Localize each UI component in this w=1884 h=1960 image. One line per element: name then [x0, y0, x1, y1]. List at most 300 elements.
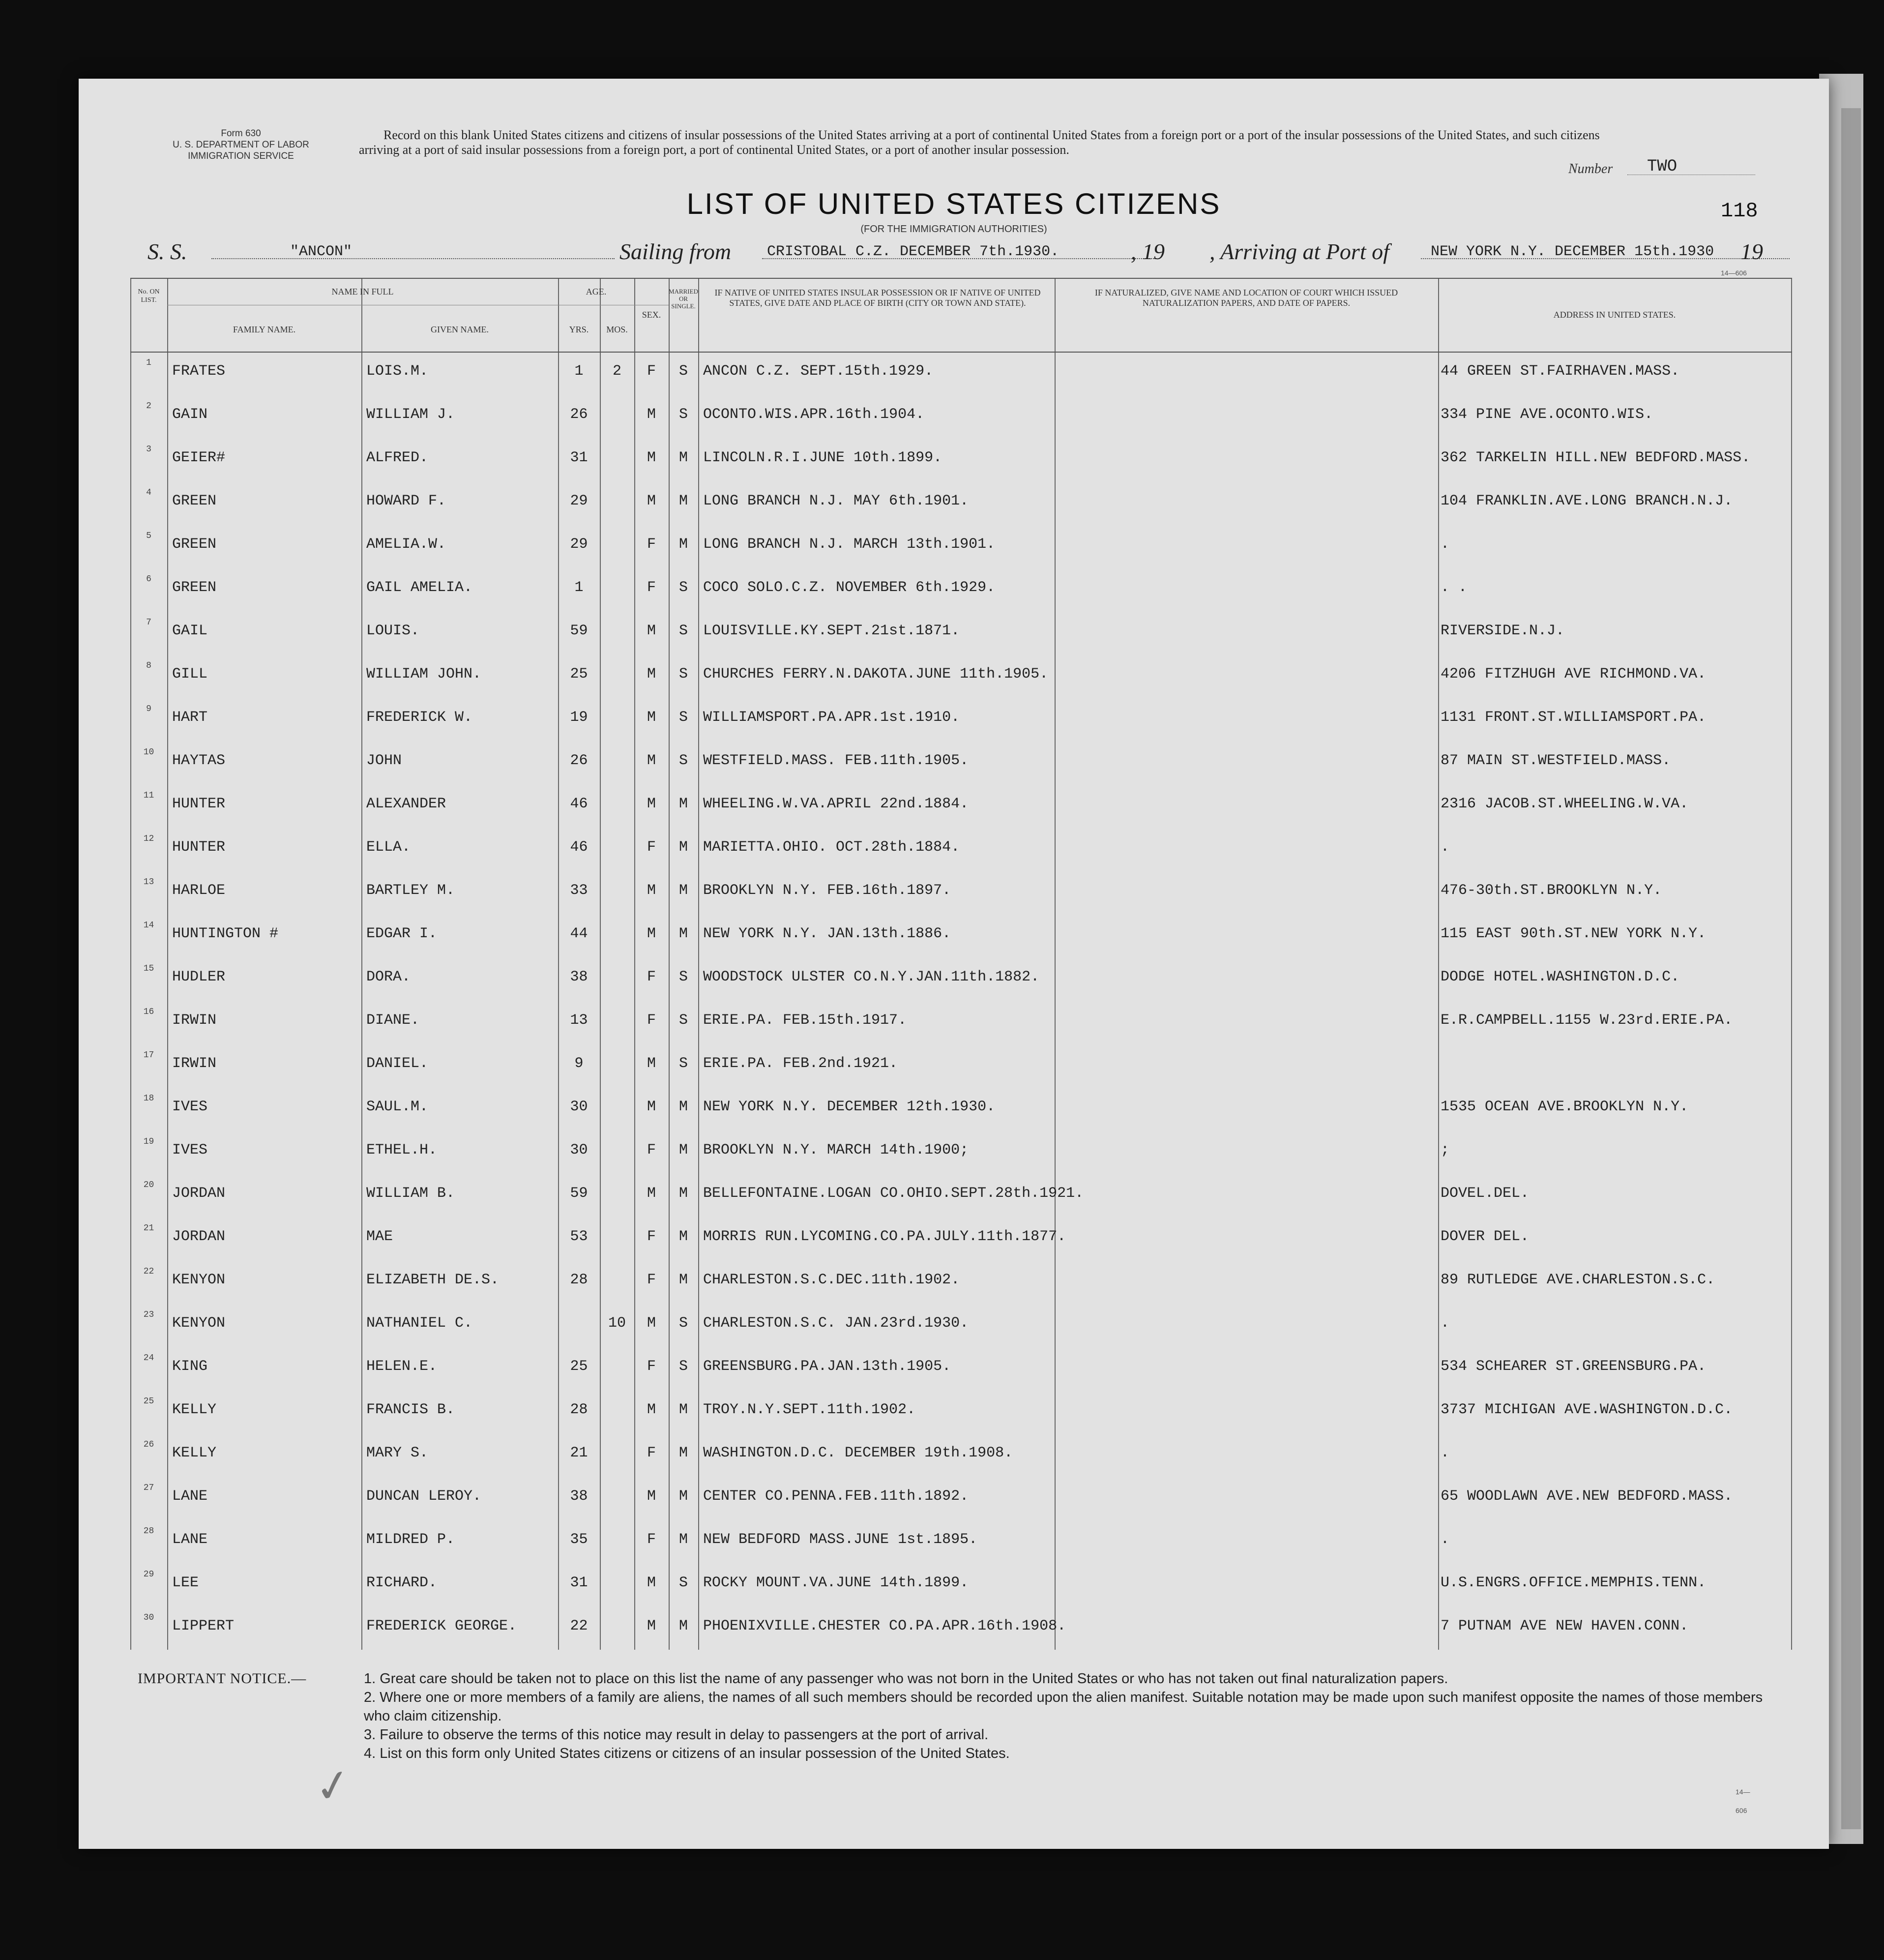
birth-place-date: ROCKY MOUNT.VA.JUNE 14th.1899. [703, 1574, 969, 1591]
marital-status: S [678, 1315, 688, 1332]
table-row [130, 527, 1792, 565]
birth-place-date: BROOKLYN N.Y. FEB.16th.1897. [703, 882, 951, 899]
given-name: MAE [366, 1228, 393, 1245]
family-name: FRATES [172, 363, 226, 380]
family-name: KELLY [172, 1445, 217, 1461]
check-mark-icon: ✓ [311, 1759, 356, 1814]
birth-place-date: WASHINGTON.D.C. DECEMBER 19th.1908. [703, 1445, 1013, 1461]
table-row [130, 397, 1792, 436]
table-row [130, 441, 1792, 479]
page-edge-shadow [1841, 108, 1861, 1829]
row-number: 16 [143, 1007, 154, 1017]
marital-status: M [678, 1401, 688, 1418]
age-years: 22 [570, 1618, 588, 1634]
marital-status: S [678, 1574, 688, 1591]
passenger-table [130, 278, 1792, 1650]
table-row [130, 1133, 1792, 1171]
address: 476-30th.ST.BROOKLYN N.Y. [1441, 882, 1662, 899]
row-number: 15 [143, 964, 154, 974]
sex: M [647, 709, 656, 726]
birth-place-date: LINCOLN.R.I.JUNE 10th.1899. [703, 449, 942, 466]
address: 115 EAST 90th.ST.NEW YORK N.Y. [1441, 925, 1707, 942]
marital-status: M [678, 1272, 688, 1288]
family-name: HUNTINGTON # [172, 925, 279, 942]
marital-status: S [678, 1012, 688, 1029]
row-number: 1 [146, 358, 151, 368]
birth-place-date: ERIE.PA. FEB.2nd.1921. [703, 1055, 898, 1072]
ss-label: S. S. [147, 239, 187, 264]
address: . . [1441, 579, 1468, 596]
given-name: HELEN.E. [366, 1358, 438, 1375]
age-years: 38 [570, 1488, 588, 1505]
given-name: DIANE. [366, 1012, 420, 1029]
family-name: GAIN [172, 406, 208, 423]
row-number: 21 [143, 1223, 154, 1233]
family-name: JORDAN [172, 1185, 226, 1202]
sex: M [647, 1185, 656, 1202]
age-years: 28 [570, 1401, 588, 1418]
given-name: GAIL AMELIA. [366, 579, 473, 596]
family-name: GEIER# [172, 449, 226, 466]
marital-status: M [678, 1228, 688, 1245]
birth-place-date: OCONTO.WIS.APR.16th.1904. [703, 406, 925, 423]
table-border-top [130, 278, 1792, 279]
sex: F [647, 969, 656, 985]
form-number: Form 630 [221, 128, 261, 139]
given-name: MARY S. [366, 1445, 429, 1461]
birth-place-date: WHEELING.W.VA.APRIL 22nd.1884. [703, 796, 969, 812]
age-years: 29 [570, 493, 588, 509]
sex: F [647, 1228, 656, 1245]
row-number: 3 [146, 445, 151, 454]
family-name: HAYTAS [172, 752, 226, 769]
given-name: RICHARD. [366, 1574, 438, 1591]
address: 4206 FITZHUGH AVE RICHMOND.VA. [1441, 666, 1707, 683]
birth-place-date: LONG BRANCH N.J. MAY 6th.1901. [703, 493, 969, 509]
birth-place-date: LOUISVILLE.KY.SEPT.21st.1871. [703, 623, 960, 639]
age-years: 53 [570, 1228, 588, 1245]
row-number: 12 [143, 834, 154, 844]
address: 44 GREEN ST.FAIRHAVEN.MASS. [1441, 363, 1680, 380]
sex: F [647, 363, 656, 380]
number-label: Number [1568, 161, 1613, 177]
age-years: 28 [570, 1272, 588, 1288]
row-number: 25 [143, 1396, 154, 1406]
given-name: ELLA. [366, 839, 411, 856]
table-row [130, 960, 1792, 998]
family-name: HUNTER [172, 796, 226, 812]
birth-place-date: GREENSBURG.PA.JAN.13th.1905. [703, 1358, 951, 1375]
row-number: 22 [143, 1267, 154, 1277]
table-row [130, 1522, 1792, 1561]
address: 65 WOODLAWN AVE.NEW BEDFORD.MASS. [1441, 1488, 1733, 1505]
marital-status: M [678, 449, 688, 466]
table-row [130, 1566, 1792, 1604]
row-number: 28 [143, 1526, 154, 1536]
col-name-in-full: NAME IN FULL [331, 287, 394, 297]
sailing-label: Sailing from [619, 239, 732, 264]
given-name: DORA. [366, 969, 411, 985]
family-name: GREEN [172, 579, 217, 596]
intro-text: Record on this blank United States citizens and citizens of insular possessions of the United States arriving at a port of continental United States from a foreign port or a port of the insular possessions of the United States, and such citizens arriving at a port of said insular possessions from a foreign port, a port of continental United States, or a port of another insular possession. [359, 128, 1600, 157]
family-name: GAIL [172, 623, 208, 639]
marital-status: M [678, 796, 688, 812]
sex: M [647, 406, 656, 423]
notice-items [364, 1669, 1765, 1763]
table-row [130, 1306, 1792, 1344]
family-name: KING [172, 1358, 208, 1375]
col-birth: IF NATIVE OF UNITED STATES INSULAR POSSESSION OR IF NATIVE OF UNITED STATES, GIVE DATE AND PLACE OF BIRTH (CITY OR TOWN AND STATE). [714, 288, 1041, 308]
age-years: 26 [570, 406, 588, 423]
address: DODGE HOTEL.WASHINGTON.D.C. [1441, 969, 1680, 985]
family-name: HART [172, 709, 208, 726]
marital-status: M [678, 1488, 688, 1505]
birth-place-date: COCO SOLO.C.Z. NOVEMBER 6th.1929. [703, 579, 996, 596]
arriving-label: , Arriving at Port of [1209, 239, 1389, 264]
col-no: No. ON LIST. [138, 288, 160, 304]
age-months: 10 [608, 1315, 626, 1332]
address: 362 TARKELIN HILL.NEW BEDFORD.MASS. [1441, 449, 1751, 466]
row-number: 27 [143, 1483, 154, 1493]
birth-place-date: BROOKLYN N.Y. MARCH 14th.1900; [703, 1142, 969, 1158]
given-name: ELIZABETH DE.S. [366, 1272, 500, 1288]
sex: M [647, 493, 656, 509]
address: . [1441, 839, 1450, 856]
marital-status: M [678, 536, 688, 553]
age-years: 30 [570, 1142, 588, 1158]
address: U.S.ENGRS.OFFICE.MEMPHIS.TENN. [1441, 1574, 1707, 1591]
birth-place-date: WOODSTOCK ULSTER CO.N.Y.JAN.11th.1882. [703, 969, 1040, 985]
address: . [1441, 1531, 1450, 1548]
year-suffix: 19 [1740, 239, 1763, 264]
table-row [130, 1393, 1792, 1431]
marital-status: M [678, 925, 688, 942]
table-row [130, 1219, 1792, 1258]
table-row [130, 1003, 1792, 1041]
sex: M [647, 1574, 656, 1591]
table-row [130, 570, 1792, 609]
address: 1535 OCEAN AVE.BROOKLYN N.Y. [1441, 1099, 1689, 1115]
table-row [130, 700, 1792, 739]
given-name: HOWARD F. [366, 493, 446, 509]
sex: M [647, 1488, 656, 1505]
birth-place-date: CENTER CO.PENNA.FEB.11th.1892. [703, 1488, 969, 1505]
given-name: WILLIAM J. [366, 406, 455, 423]
sex: M [647, 752, 656, 769]
family-name: HARLOE [172, 882, 226, 899]
age-months: 2 [612, 363, 621, 380]
birth-place-date: CHURCHES FERRY.N.DAKOTA.JUNE 11th.1905. [703, 666, 1049, 683]
age-years: 31 [570, 1574, 588, 1591]
notice-item-2: 2. Where one or more members of a family are aliens, the names of all such members should be recorded upon the alien manifest. Suitable notation may be made upon such manifest opposite the names of those members who claim citizenship. [364, 1690, 1763, 1724]
col-married-single: MARRIED OR SINGLE. [669, 288, 698, 310]
address: E.R.CAMPBELL.1155 W.23rd.ERIE.PA. [1441, 1012, 1733, 1029]
row-number: 4 [146, 488, 151, 498]
family-name: LEE [172, 1574, 199, 1591]
notice-item-4: 4. List on this form only United States citizens or citizens of an insular possession of the United States. [364, 1746, 1010, 1761]
table-row [130, 1090, 1792, 1128]
table-row [130, 787, 1792, 825]
family-name: GREEN [172, 493, 217, 509]
given-name: DANIEL. [366, 1055, 429, 1072]
given-name: MILDRED P. [366, 1531, 455, 1548]
family-name: LANE [172, 1531, 208, 1548]
birth-place-date: NEW YORK N.Y. JAN.13th.1886. [703, 925, 951, 942]
row-number: 6 [146, 574, 151, 584]
marital-status: M [678, 1142, 688, 1158]
table-row [130, 1263, 1792, 1301]
address: 3737 MICHIGAN AVE.WASHINGTON.D.C. [1441, 1401, 1733, 1418]
row-number: 14 [143, 921, 154, 930]
address: 2316 JACOB.ST.WHEELING.W.VA. [1441, 796, 1689, 812]
given-name: FREDERICK GEORGE. [366, 1618, 517, 1634]
birth-place-date: LONG BRANCH N.J. MARCH 13th.1901. [703, 536, 996, 553]
sex: M [647, 1618, 656, 1634]
birth-place-date: MORRIS RUN.LYCOMING.CO.PA.JULY.11th.1877. [703, 1228, 1066, 1245]
birth-place-date: CHARLESTON.S.C. JAN.23rd.1930. [703, 1315, 969, 1332]
given-name: BARTLEY M. [366, 882, 455, 899]
age-years: 25 [570, 666, 588, 683]
marital-status: M [678, 839, 688, 856]
sex: M [647, 1099, 656, 1115]
address: 334 PINE AVE.OCONTO.WIS. [1441, 406, 1653, 423]
sex: M [647, 882, 656, 899]
marital-status: S [678, 709, 688, 726]
marital-status: S [678, 406, 688, 423]
age-years: 9 [574, 1055, 584, 1072]
page-number: 118 [1721, 199, 1758, 223]
family-name: IRWIN [172, 1055, 217, 1072]
voyage-line [147, 238, 1819, 277]
row-number: 17 [143, 1050, 154, 1060]
row-number: 20 [143, 1180, 154, 1190]
ship-name: "ANCON" [290, 243, 353, 260]
address: . [1441, 1315, 1450, 1332]
given-name: ETHEL.H. [366, 1142, 438, 1158]
marital-status: M [678, 1531, 688, 1548]
age-years: 25 [570, 1358, 588, 1375]
row-number: 24 [143, 1353, 154, 1363]
age-years: 13 [570, 1012, 588, 1029]
table-row [130, 1046, 1792, 1085]
col-address: ADDRESS IN UNITED STATES. [1553, 310, 1676, 320]
marital-status: S [678, 579, 688, 596]
row-number: 9 [146, 704, 151, 714]
age-years: 19 [570, 709, 588, 726]
birth-place-date: PHOENIXVILLE.CHESTER CO.PA.APR.16th.1908. [703, 1618, 1066, 1634]
age-years: 1 [574, 363, 584, 380]
given-name: DUNCAN LEROY. [366, 1488, 482, 1505]
sex: M [647, 796, 656, 812]
given-name: AMELIA.W. [366, 536, 446, 553]
table-row [130, 354, 1792, 392]
age-years: 35 [570, 1531, 588, 1548]
col-family-name: FAMILY NAME. [233, 325, 296, 334]
birth-place-date: BELLEFONTAINE.LOGAN CO.OHIO.SEPT.28th.1921. [703, 1185, 1084, 1202]
address: 87 MAIN ST.WESTFIELD.MASS. [1441, 752, 1671, 769]
given-name: NATHANIEL C. [366, 1315, 473, 1332]
family-name: GILL [172, 666, 208, 683]
marital-status: M [678, 493, 688, 509]
page-subtitle: (FOR THE IMMIGRATION AUTHORITIES) [860, 224, 1047, 235]
table-row [130, 484, 1792, 522]
birth-place-date: TROY.N.Y.SEPT.11th.1902. [703, 1401, 916, 1418]
table-row [130, 1479, 1792, 1517]
age-years: 59 [570, 623, 588, 639]
marital-status: S [678, 969, 688, 985]
given-name: JOHN [366, 752, 402, 769]
table-row [130, 614, 1792, 652]
age-years: 1 [574, 579, 584, 596]
family-name: HUNTER [172, 839, 226, 856]
number-value: TWO [1647, 157, 1678, 176]
birth-place-date: CHARLESTON.S.C.DEC.11th.1902. [703, 1272, 960, 1288]
row-number: 7 [146, 618, 151, 627]
address: RIVERSIDE.N.J. [1441, 623, 1565, 639]
given-name: LOUIS. [366, 623, 420, 639]
row-number: 30 [143, 1613, 154, 1623]
row-number: 23 [143, 1310, 154, 1320]
birth-place-date: ERIE.PA. FEB.15th.1917. [703, 1012, 907, 1029]
row-number: 19 [143, 1137, 154, 1147]
age-years: 46 [570, 839, 588, 856]
address: 7 PUTNAM AVE NEW HAVEN.CONN. [1441, 1618, 1689, 1634]
sex: M [647, 623, 656, 639]
row-number: 10 [143, 747, 154, 757]
service-name: IMMIGRATION SERVICE [188, 151, 294, 161]
birth-place-date: WESTFIELD.MASS. FEB.11th.1905. [703, 752, 969, 769]
sex: F [647, 1358, 656, 1375]
marital-status: S [678, 752, 688, 769]
sex: M [647, 925, 656, 942]
col-sex: SEX. [642, 310, 661, 320]
family-name: GREEN [172, 536, 217, 553]
family-name: JORDAN [172, 1228, 226, 1245]
given-name: FREDERICK W. [366, 709, 473, 726]
given-name: WILLIAM B. [366, 1185, 455, 1202]
table-row [130, 1609, 1792, 1647]
col-given-name: GIVEN NAME. [431, 325, 489, 334]
sex: M [647, 1401, 656, 1418]
marital-status: S [678, 363, 688, 380]
row-number: 5 [146, 531, 151, 541]
sex: F [647, 1012, 656, 1029]
notice-form-code: 14—606 [1736, 1788, 1750, 1814]
table-row [130, 830, 1792, 868]
marital-status: S [678, 666, 688, 683]
sex: F [647, 1142, 656, 1158]
birth-place-date: NEW BEDFORD MASS.JUNE 1st.1895. [703, 1531, 978, 1548]
col-yrs: YRS. [569, 325, 589, 334]
table-row [130, 657, 1792, 695]
family-name: IVES [172, 1142, 208, 1158]
address: . [1441, 536, 1450, 553]
col-age: AGE. [586, 287, 607, 297]
col-naturalized: IF NATURALIZED, GIVE NAME AND LOCATION OF COURT WHICH ISSUED NATURALIZATION PAPERS, AND DATE OF PAPERS. [1094, 288, 1398, 308]
row-number: 26 [143, 1440, 154, 1450]
family-name: IRWIN [172, 1012, 217, 1029]
age-years: 29 [570, 536, 588, 553]
table-row [130, 873, 1792, 912]
notice-item-1: 1. Great care should be taken not to place on this list the name of any passenger who was not born in the United States or who has not taken out final naturalization papers. [364, 1671, 1448, 1687]
notice-heading: IMPORTANT NOTICE.— [138, 1670, 307, 1687]
page-title: LIST OF UNITED STATES CITIZENS [686, 187, 1221, 220]
given-name: ALFRED. [366, 449, 429, 466]
family-name: IVES [172, 1099, 208, 1115]
marital-status: M [678, 1099, 688, 1115]
sailing-from: CRISTOBAL C.Z. DECEMBER 7th.1930. [767, 243, 1060, 260]
age-years: 21 [570, 1445, 588, 1461]
year-label: , 19 [1131, 239, 1165, 264]
given-name: EDGAR I. [366, 925, 438, 942]
family-name: LIPPERT [172, 1618, 235, 1634]
age-years: 33 [570, 882, 588, 899]
age-years: 31 [570, 449, 588, 466]
marital-status: M [678, 1185, 688, 1202]
marital-status: M [678, 1445, 688, 1461]
family-name: KENYON [172, 1315, 226, 1332]
birth-place-date: ANCON C.Z. SEPT.15th.1929. [703, 363, 934, 380]
address: 89 RUTLEDGE AVE.CHARLESTON.S.C. [1441, 1272, 1715, 1288]
address: 534 SCHEARER ST.GREENSBURG.PA. [1441, 1358, 1707, 1375]
age-years: 46 [570, 796, 588, 812]
marital-status: M [678, 1618, 688, 1634]
age-years: 59 [570, 1185, 588, 1202]
given-name: LOIS.M. [366, 363, 429, 380]
header-form-code: 14—606 [1721, 269, 1747, 277]
sex: F [647, 1272, 656, 1288]
row-number: 11 [143, 791, 154, 801]
row-number: 18 [143, 1094, 154, 1103]
family-name: HUDLER [172, 969, 226, 985]
manifest-sheet [79, 79, 1829, 1849]
age-years: 38 [570, 969, 588, 985]
notice-item-3: 3. Failure to observe the terms of this notice may result in delay to passengers at the port of arrival. [364, 1727, 989, 1743]
family-name: KENYON [172, 1272, 226, 1288]
table-row [130, 743, 1792, 782]
sex: F [647, 536, 656, 553]
sex: F [647, 1531, 656, 1548]
address: DOVER DEL. [1441, 1228, 1530, 1245]
sex: F [647, 579, 656, 596]
table-row [130, 1176, 1792, 1215]
form-id [138, 128, 344, 162]
address: DOVEL.DEL. [1441, 1185, 1530, 1202]
department-name: U. S. DEPARTMENT OF LABOR [173, 140, 309, 150]
age-years: 30 [570, 1099, 588, 1115]
birth-place-date: NEW YORK N.Y. DECEMBER 12th.1930. [703, 1099, 996, 1115]
row-number: 8 [146, 661, 151, 671]
sex: F [647, 839, 656, 856]
row-number: 2 [146, 401, 151, 411]
age-years: 44 [570, 925, 588, 942]
marital-status: S [678, 1055, 688, 1072]
header-bottom-line [130, 352, 1792, 353]
address: 1131 FRONT.ST.WILLIAMSPORT.PA. [1441, 709, 1707, 726]
age-years: 26 [570, 752, 588, 769]
row-number: 29 [143, 1570, 154, 1579]
col-mos: MOS. [606, 325, 628, 334]
marital-status: S [678, 623, 688, 639]
address: ; [1441, 1142, 1450, 1158]
birth-place-date: MARIETTA.OHIO. OCT.28th.1884. [703, 839, 960, 856]
sex: M [647, 666, 656, 683]
family-name: KELLY [172, 1401, 217, 1418]
given-name: FRANCIS B. [366, 1401, 455, 1418]
sex: F [647, 1445, 656, 1461]
given-name: WILLIAM JOHN. [366, 666, 482, 683]
sex: M [647, 1315, 656, 1332]
